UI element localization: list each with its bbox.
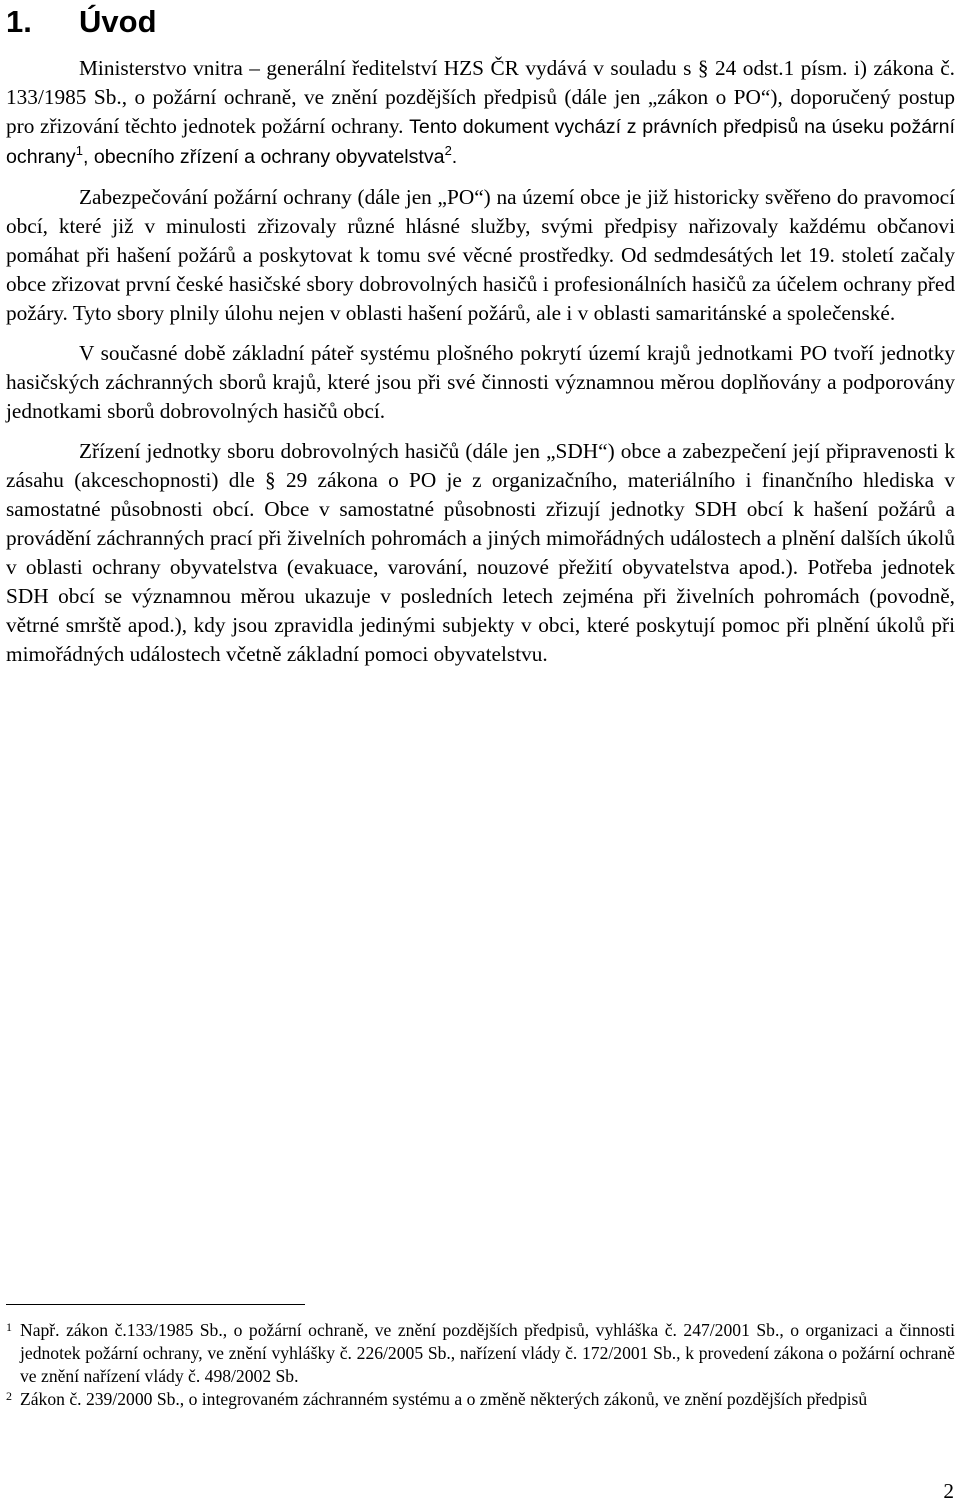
footnote-divider [6, 1304, 305, 1305]
footnote-ref-1[interactable]: 1 [75, 142, 83, 158]
paragraph-intro-text-c: , obecního zřízení a ochrany obyvatelstva [82, 146, 445, 168]
paragraph-intro-text-d: . [451, 146, 458, 168]
section-number: 1. [6, 4, 32, 39]
footnotes-section [6, 1304, 955, 1411]
footnote-ref-2[interactable]: 2 [444, 142, 452, 158]
footnote-2 [6, 1388, 955, 1411]
footnote-1 [6, 1319, 955, 1388]
section-heading [6, 0, 157, 44]
paragraph-current-state: V současné době základní páteř systému plošného pokrytí území krajů jednotkami PO tvoří jednotky hasičských záchranných sborů krajů, které jsou při své činnosti významnou měrou doplňovány a podporovány jednotkami sborů dobrovolných hasičů obcí. [6, 341, 955, 423]
paragraph-intro [6, 54, 955, 172]
footnote-mark-1: 1 [6, 1320, 12, 1334]
page-number: 2 [943, 1479, 954, 1503]
footnote-text-1: Např. zákon č.133/1985 Sb., o požární ochraně, ve znění pozdějších předpisů, vyhláška č. 247/2001 Sb., o organizaci a činnosti jednotek požární ochrany, ve znění vyhlášky č. 226/2005 Sb., nařízení vlády č. 172/2001 Sb., k provedení zákona o požární ochraně ve znění nařízení vlády č. 498/2002 Sb. [20, 1320, 955, 1386]
paragraph-intro-text-a: Ministerstvo vnitra – generální ředitelství HZS ČR vydává v souladu s § 24 odst.1 písm. i) zákona č. 133/1985 Sb., o požární ochraně, ve znění pozdějších předpisů (dále jen „zákon o PO“), doporučený postup pro zřizování těchto jednotek požární ochrany. [6, 56, 955, 138]
section-title: Úvod [79, 4, 157, 39]
paragraph-sdh: Zřízení jednotky sboru dobrovolných hasičů (dále jen „SDH“) obce a zabezpečení její připravenosti k zásahu (akceschopnosti) dle § 29 zákona o PO je z organizačního, materiálního i finančního hlediska v samostatné působnosti obcí. Obce v samostatné působnosti zřizují jednotky SDH obcí k hašení požárů a provádění záchranných prací při živelních pohromách a jiných mimořádných událostech a plnění dalších úkolů v oblasti ochrany obyvatelstva (evakuace, varování, nouzové přežití obyvatelstva apod.). Potřeba jednotek SDH obcí se významnou měrou ukazuje v posledních letech zejména při živelních pohromách (povodně, větrné smrště apod.), kdy jsou zpravidla jedinými subjekty v obci, které poskytují pomoc při plnění úkolů při mimořádných událostech včetně základní pomoci obyvatelstvu. [6, 439, 955, 666]
footnote-mark-2: 2 [6, 1389, 12, 1403]
paragraph-intro-text-b: Tento dokument vychází z právních předpisů na úseku požární ochrany [6, 116, 956, 168]
document-body [6, 54, 955, 680]
footnote-text-2: Zákon č. 239/2000 Sb., o integrovaném záchranném systému a o změně některých zákonů, ve znění pozdějších předpisů [20, 1389, 868, 1409]
paragraph-history: Zabezpečování požární ochrany (dále jen „PO“) na území obce je již historicky svěřeno do pravomocí obcí, které již v minulosti zřizovaly různé hlásné služby, svými předpisy nařizovaly každému občanovi pomáhat při hašení požárů a poskytovat k tomu své věcné prostředky. Od sedmdesátých let 19. století začaly obce zřizovat první české hasičské sbory dobrovolných hasičů i profesionálních hasičů za účelem ochrany před požáry. Tyto sbory plnily úlohu nejen v oblasti hašení požárů, ale i v oblasti samaritánské a společenské. [6, 185, 955, 325]
